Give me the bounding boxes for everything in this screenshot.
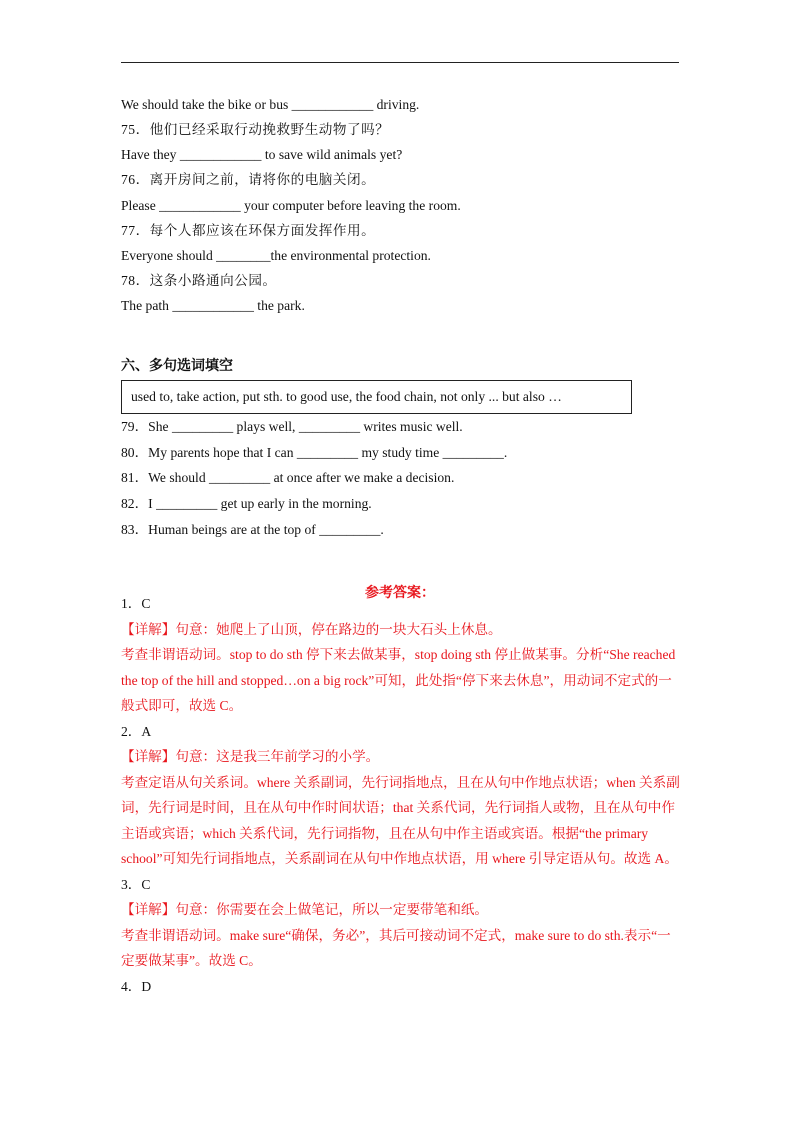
word-bank-box: used to, take action, put sth. to good use, the food chain, not only ... but also … [121, 380, 632, 414]
answer-detail: 【详解】句意：她爬上了山顶，停在路边的一块大石头上休息。 [121, 621, 502, 637]
question-line: We should take the bike or bus ____________ driving. [121, 97, 420, 112]
fill-item: 83．Human beings are at the top of _________. [121, 522, 384, 537]
question-line: Everyone should ________the environmental protection. [121, 248, 431, 263]
answer-detail: 【详解】句意：你需要在会上做笔记，所以一定要带笔和纸。 [121, 902, 489, 917]
question-line: The path ____________ the park. [121, 298, 305, 313]
answer-block [121, 591, 681, 999]
question-line: Please ____________ your computer before leaving the room. [121, 198, 461, 213]
answer-number: 1．C [121, 596, 151, 611]
section-heading: 六、多句选词填空 [121, 358, 233, 374]
question-line: 76．离开房间之前，请将你的电脑关闭。 [121, 172, 376, 187]
question-line: Have they ____________ to save wild animals yet? [121, 147, 403, 162]
answer-number: 4．D [121, 978, 152, 994]
answer-number: 3．C [121, 876, 151, 892]
fill-item: 79．She _________ plays well, _________ writes music well. [121, 419, 463, 434]
question-line: 77．每个人都应该在环保方面发挥作用。 [121, 223, 376, 238]
answer-explanation: 考查非谓语动词。stop to do sth 停下来去做某事，stop doing sth 停止做某事。分析“She reached the top of the hill and stopped…on a big rock”可知，此处指“停下来去休息”，用动词不定式的一般式即可，故选 C。 [121, 647, 676, 713]
answer-explanation: 考查定语从句关系词。where 关系副词，先行词指地点，且在从句中作地点状语；when 关系副词，先行词是时间，且在从句中作时间状语；that 关系代词，先行词指人或物，且在从句中作主语或宾语；which 关系代词，先行词指物，且在从句中作主语或宾语。根据“the primary school”可知先行词指地点，关系副词在从句中作地点状语，用 where 引导定语从句。故选 A。 [121, 774, 680, 866]
answers-title: 参考答案： [365, 585, 435, 601]
fill-item: 82．I _________ get up early in the morning. [121, 496, 372, 511]
header-rule [121, 62, 679, 63]
question-line: 75．他们已经采取行动挽救野生动物了吗？ [121, 122, 390, 137]
answer-detail: 【详解】句意：这是我三年前学习的小学。 [121, 749, 380, 764]
answer-number: 2．A [121, 723, 152, 739]
fill-item: 80．My parents hope that I can _________ my study time _________. [121, 445, 508, 460]
answer-explanation: 考查非谓语动词。make sure“确保，务必”，其后可接动词不定式，make sure to do sth.表示“一定要做某事”。故选 C。 [121, 927, 671, 968]
question-line: 78．这条小路通向公园。 [121, 273, 277, 288]
fill-item: 81．We should _________ at once after we make a decision. [121, 470, 455, 485]
